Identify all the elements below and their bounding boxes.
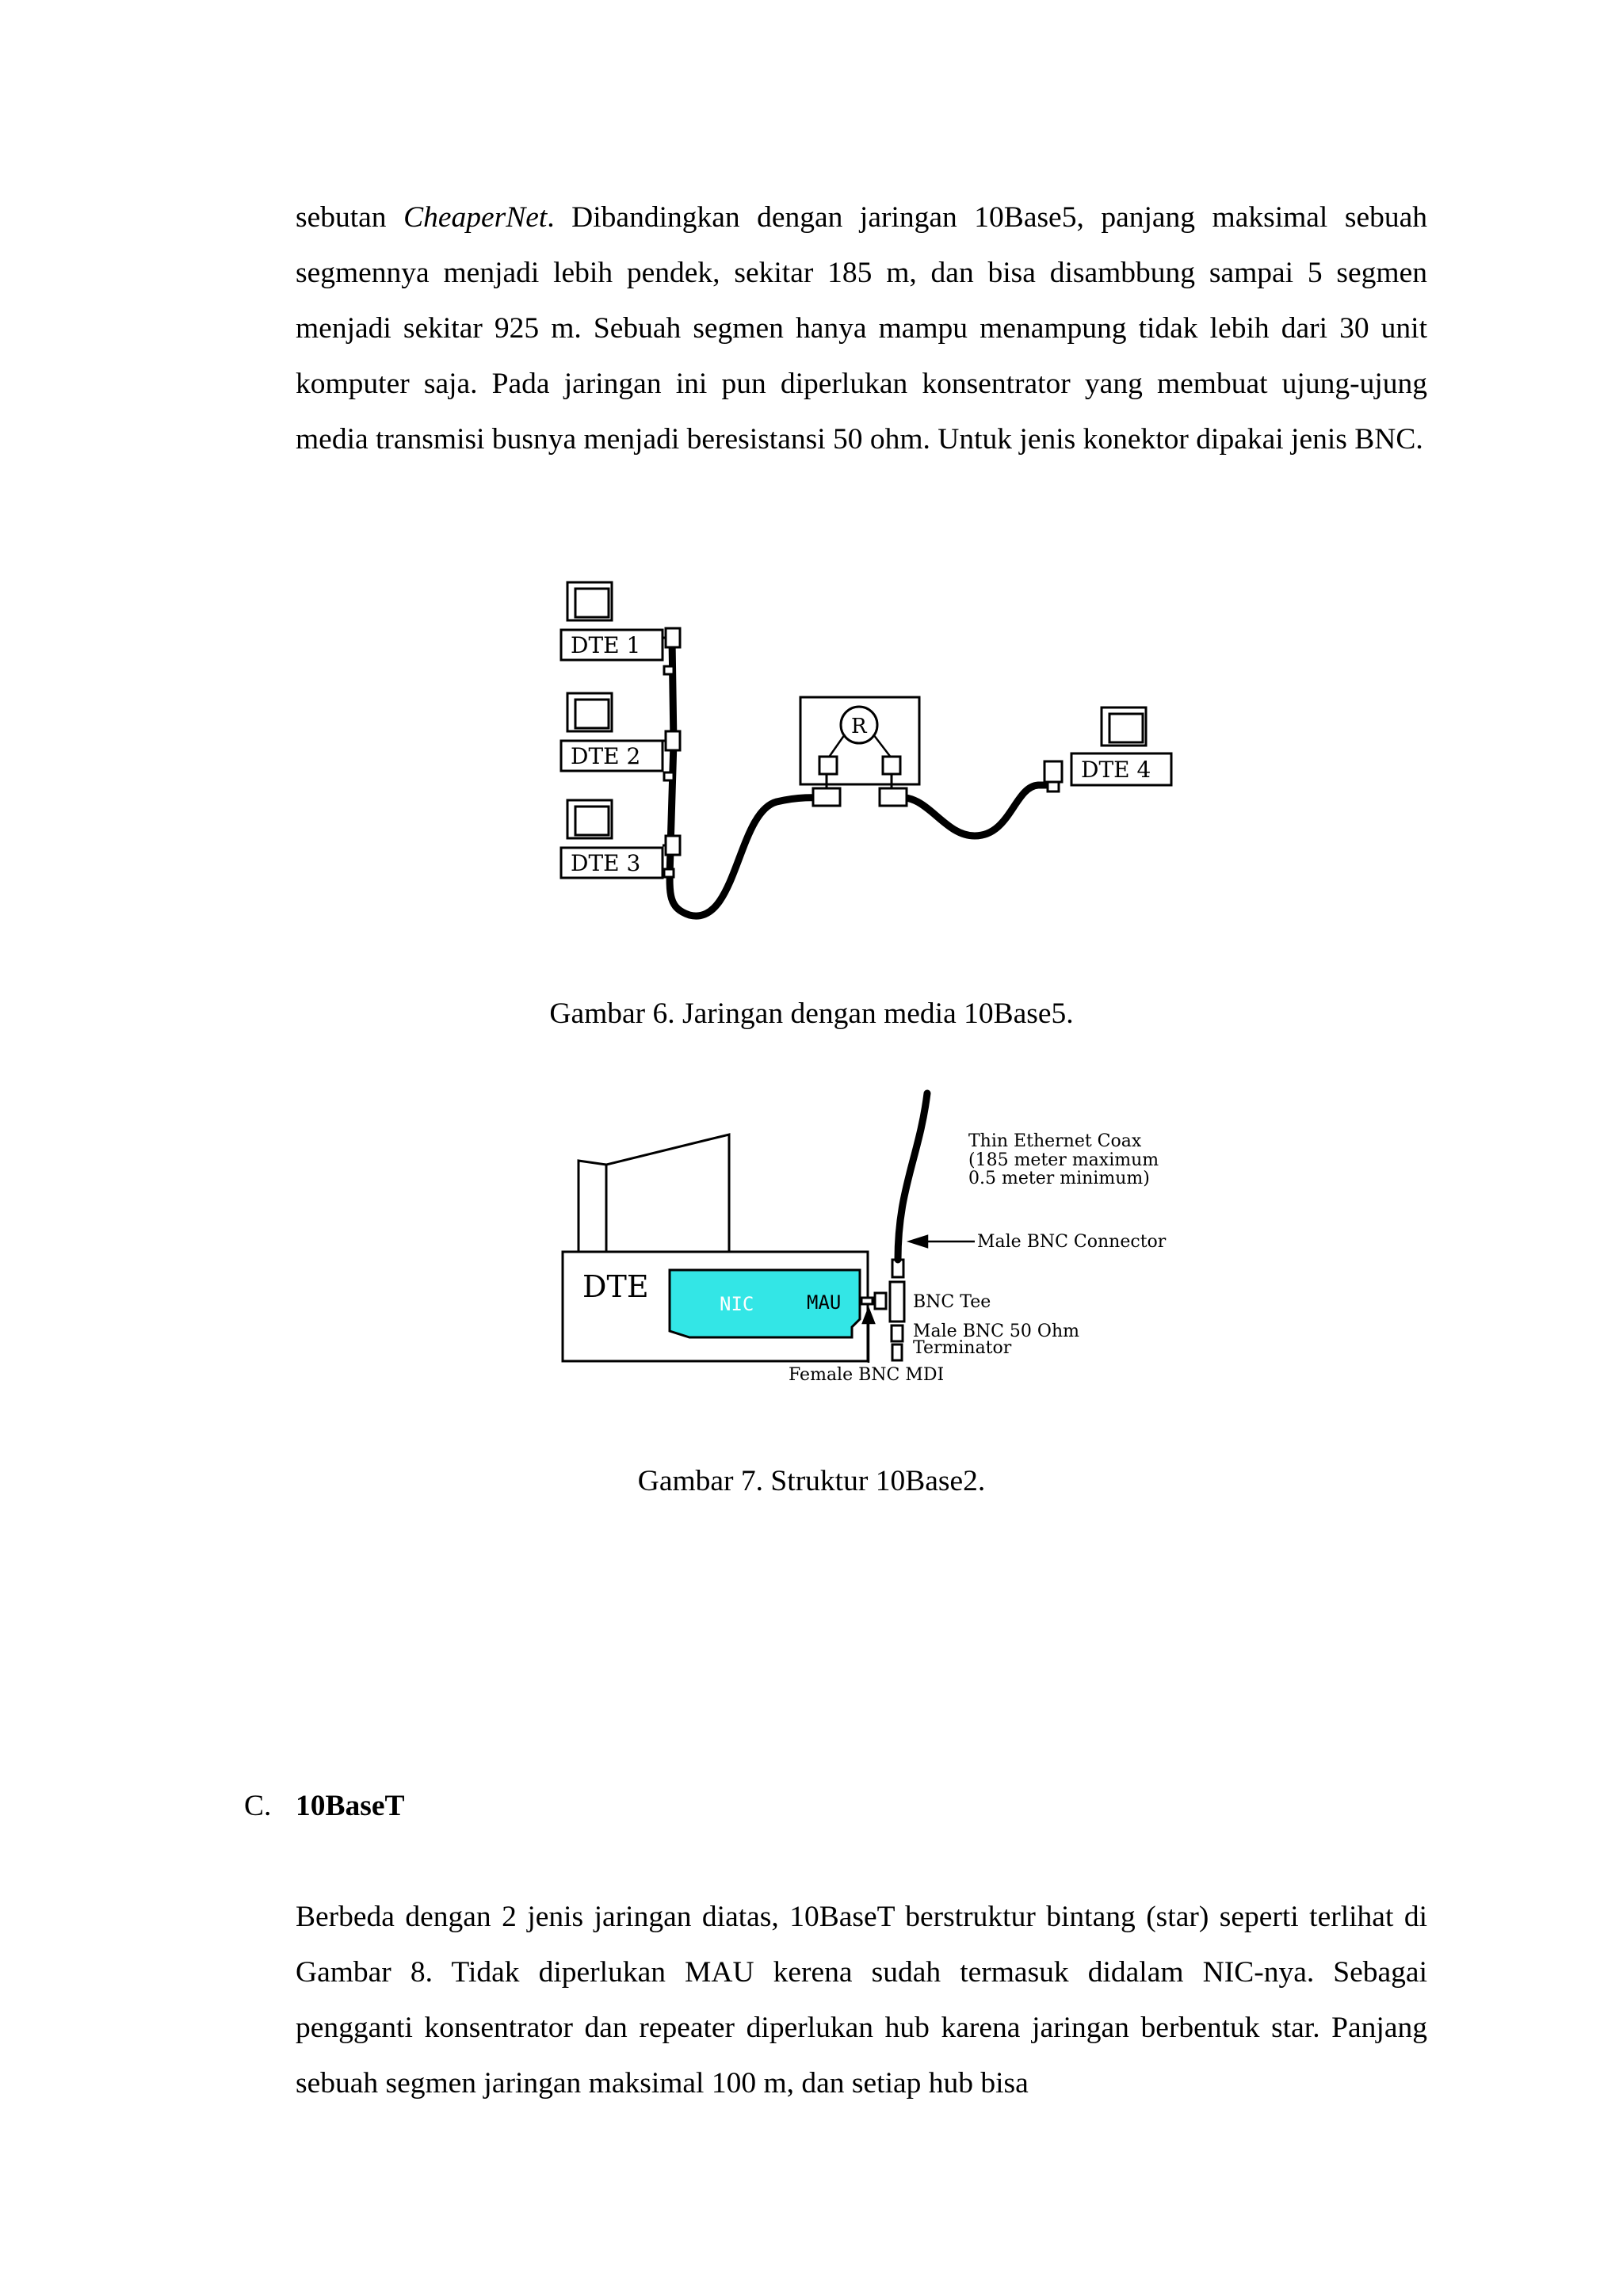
paragraph-1-segment-0: sebutan <box>296 201 404 234</box>
paragraph-2 <box>296 1890 1427 2111</box>
coax-label-line-2: (185 meter maximum <box>968 1150 1159 1170</box>
figure-6-network-diagram <box>555 574 1173 947</box>
dte-2-monitor-icon <box>567 693 612 731</box>
dte-2-label: DTE 2 <box>571 743 641 769</box>
nic-label: NIC <box>720 1293 754 1315</box>
dte-4-label: DTE 4 <box>1081 757 1151 783</box>
figure-7-structure-diagram <box>555 1085 1173 1402</box>
section-c-title: 10BaseT <box>296 1790 405 1822</box>
mau-label: MAU <box>807 1291 842 1314</box>
paragraph-1-text <box>296 190 1427 467</box>
male-bnc-connector-label: Male BNC Connector <box>977 1232 1167 1252</box>
thin-coax-cable <box>898 1093 927 1260</box>
section-c-marker: C. <box>244 1790 272 1822</box>
terminator-label-line-1: Male BNC 50 Ohm <box>913 1322 1079 1341</box>
dte-1-label: DTE 1 <box>571 632 641 658</box>
female-bnc-mdi-label: Female BNC MDI <box>789 1365 945 1385</box>
paragraph-2-text: Berbeda dengan 2 jenis jaringan diatas, 10BaseT berstruktur bintang (star) seperti terlihat di Gambar 8. Tidak diperlukan MAU kerena sudah termasuk didalam NIC-nya. Sebagai pengganti konsentrator dan repeater diperlukan hub karena jaringan berbentuk star. Panjang sebuah segmen jaringan maksimal 100 m, dan setiap hub bisa <box>296 1901 1427 2100</box>
paragraph-1 <box>296 190 1427 467</box>
coax-label-line-3: 0.5 meter minimum) <box>968 1169 1150 1188</box>
dte-3-monitor-icon <box>567 800 612 838</box>
dte-4-monitor-icon <box>1102 707 1146 746</box>
figure-6-caption: Gambar 6. Jaringan dengan media 10Base5. <box>549 997 1074 1030</box>
dte-label: DTE <box>582 1269 649 1304</box>
dte-1-monitor-icon <box>567 582 612 620</box>
dte-3-label: DTE 3 <box>571 850 641 876</box>
paragraph-1-segment-2: . Dibandingkan dengan jaringan 10Base5, panjang maksimal sebuah segmennya menjadi lebih pendek, sekitar 185 m, dan bisa disambbung sampai 5 segmen menjadi sekitar 925 m. Sebuah segmen hanya mampu menampung tidak lebih dari 30 unit komputer saja. Pada jaringan ini pun diperlukan konsentrator yang membuat ujung-ujung media transmisi busnya menjadi beresistansi 50 ohm. Untuk jenis konektor dipakai jenis BNC. <box>296 201 1427 456</box>
figure-7-caption: Gambar 7. Struktur 10Base2. <box>637 1465 986 1497</box>
coax-label-line-1: Thin Ethernet Coax <box>968 1131 1142 1151</box>
terminator-label-line-2: Terminator <box>913 1338 1012 1358</box>
dte-4-connector-icon <box>1044 761 1062 791</box>
cheapernet-term: CheaperNet <box>403 201 548 234</box>
bnc-tee-label: BNC Tee <box>913 1292 991 1312</box>
repeater-label: R <box>851 715 867 738</box>
